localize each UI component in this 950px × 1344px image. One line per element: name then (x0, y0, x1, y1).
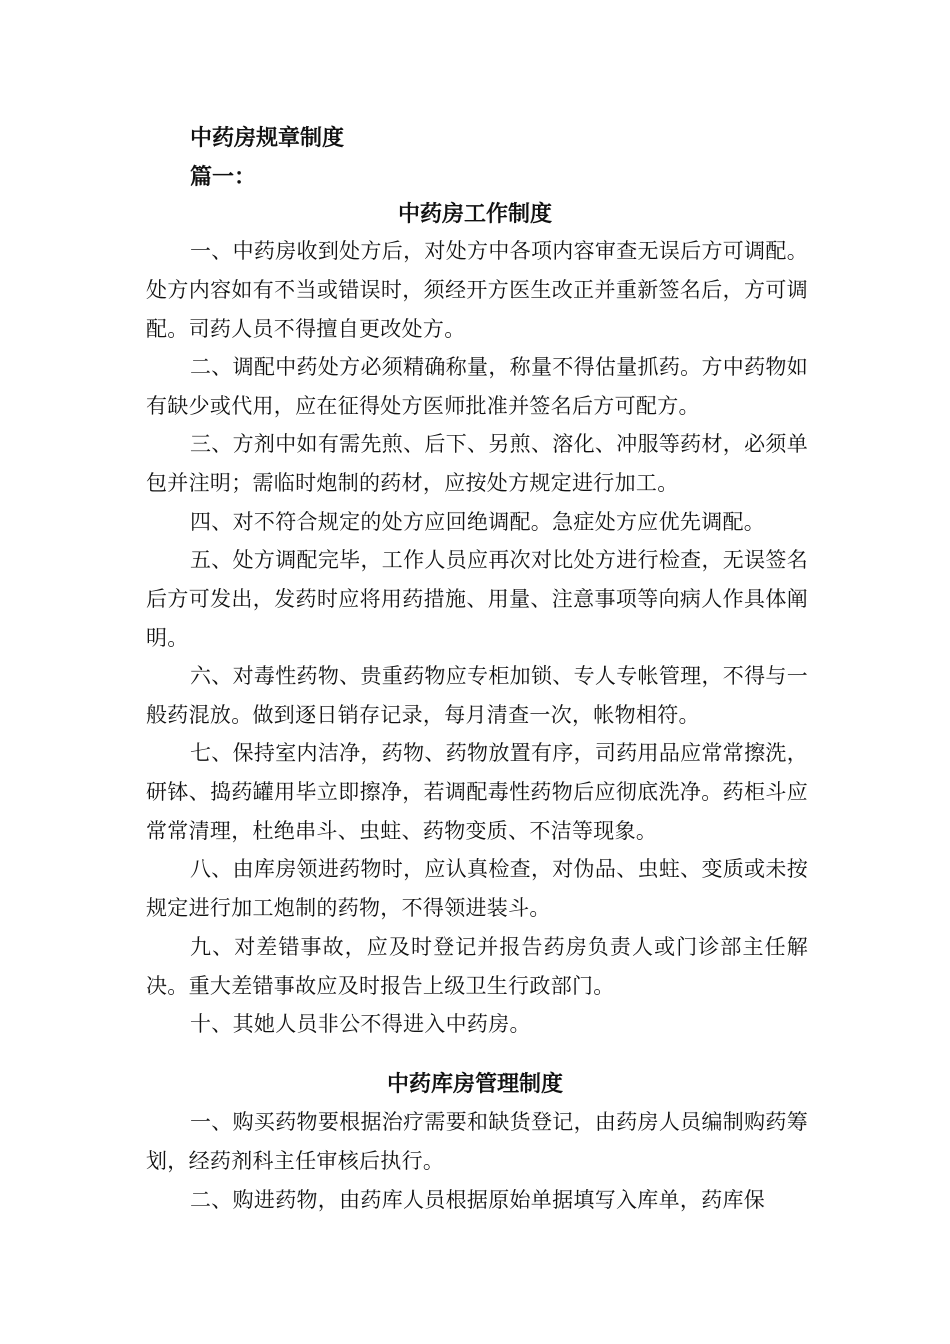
section-title-work-rules: 中药房工作制度 (397, 201, 552, 227)
part-label: 篇一： (190, 164, 257, 190)
document-title: 中药房规章制度 (190, 125, 345, 151)
paragraph: 一、中药房收到处方后，对处方中各项内容审查无误后方可调配。处方内容如有不当或错误时，须经开方医生改正并重新签名后，方可调配。司药人员不得擅自更改处方。 (146, 239, 808, 341)
paragraph: 三、方剂中如有需先煎、后下、另煎、溶化、冲服等药材，必须单包并注明；需临时炮制的药材，应按处方规定进行加工。 (146, 432, 808, 495)
paragraph: 九、对差错事故，应及时登记并报告药房负责人或门诊部主任解决。重大差错事故应及时报告上级卫生行政部门。 (146, 935, 808, 998)
paragraph: 七、保持室内洁净，药物、药物放置有序，司药用品应常常擦洗，研钵、捣药罐用毕立即擦净，若调配毒性药物后应彻底洗净。药柜斗应常常清理，杜绝串斗、虫蛀、药物变质、不洁等现象。 (146, 741, 808, 843)
paragraph: 一、购买药物要根据治疗需要和缺货登记，由药房人员编制购药筹划，经药剂科主任审核后执行。 (146, 1110, 808, 1173)
paragraph: 五、处方调配完毕，工作人员应再次对比处方进行检查，无误签名后方可发出，发药时应将用药措施、用量、注意事项等向病人作具体阐明。 (146, 548, 808, 650)
paragraph: 十、其她人员非公不得进入中药房。 (190, 1012, 531, 1036)
paragraph: 四、对不符合规定的处方应回绝调配。急症处方应优先调配。 (190, 510, 766, 534)
section-title-storeroom-rules: 中药库房管理制度 (386, 1071, 563, 1097)
paragraph: 八、由库房领进药物时，应认真检查，对伪品、虫蛀、变质或未按规定进行加工炮制的药物，不得领进装斗。 (146, 857, 808, 920)
paragraph: 六、对毒性药物、贵重药物应专柜加锁、专人专帐管理，不得与一般药混放。做到逐日销存记录，每月清查一次，帐物相符。 (146, 664, 808, 727)
paragraph: 二、购进药物，由药库人员根据原始单据填写入库单，药库保 (190, 1188, 766, 1212)
paragraph: 二、调配中药处方必须精确称量，称量不得估量抓药。方中药物如有缺少或代用，应在征得处方医师批准并签名后方可配方。 (146, 355, 808, 418)
